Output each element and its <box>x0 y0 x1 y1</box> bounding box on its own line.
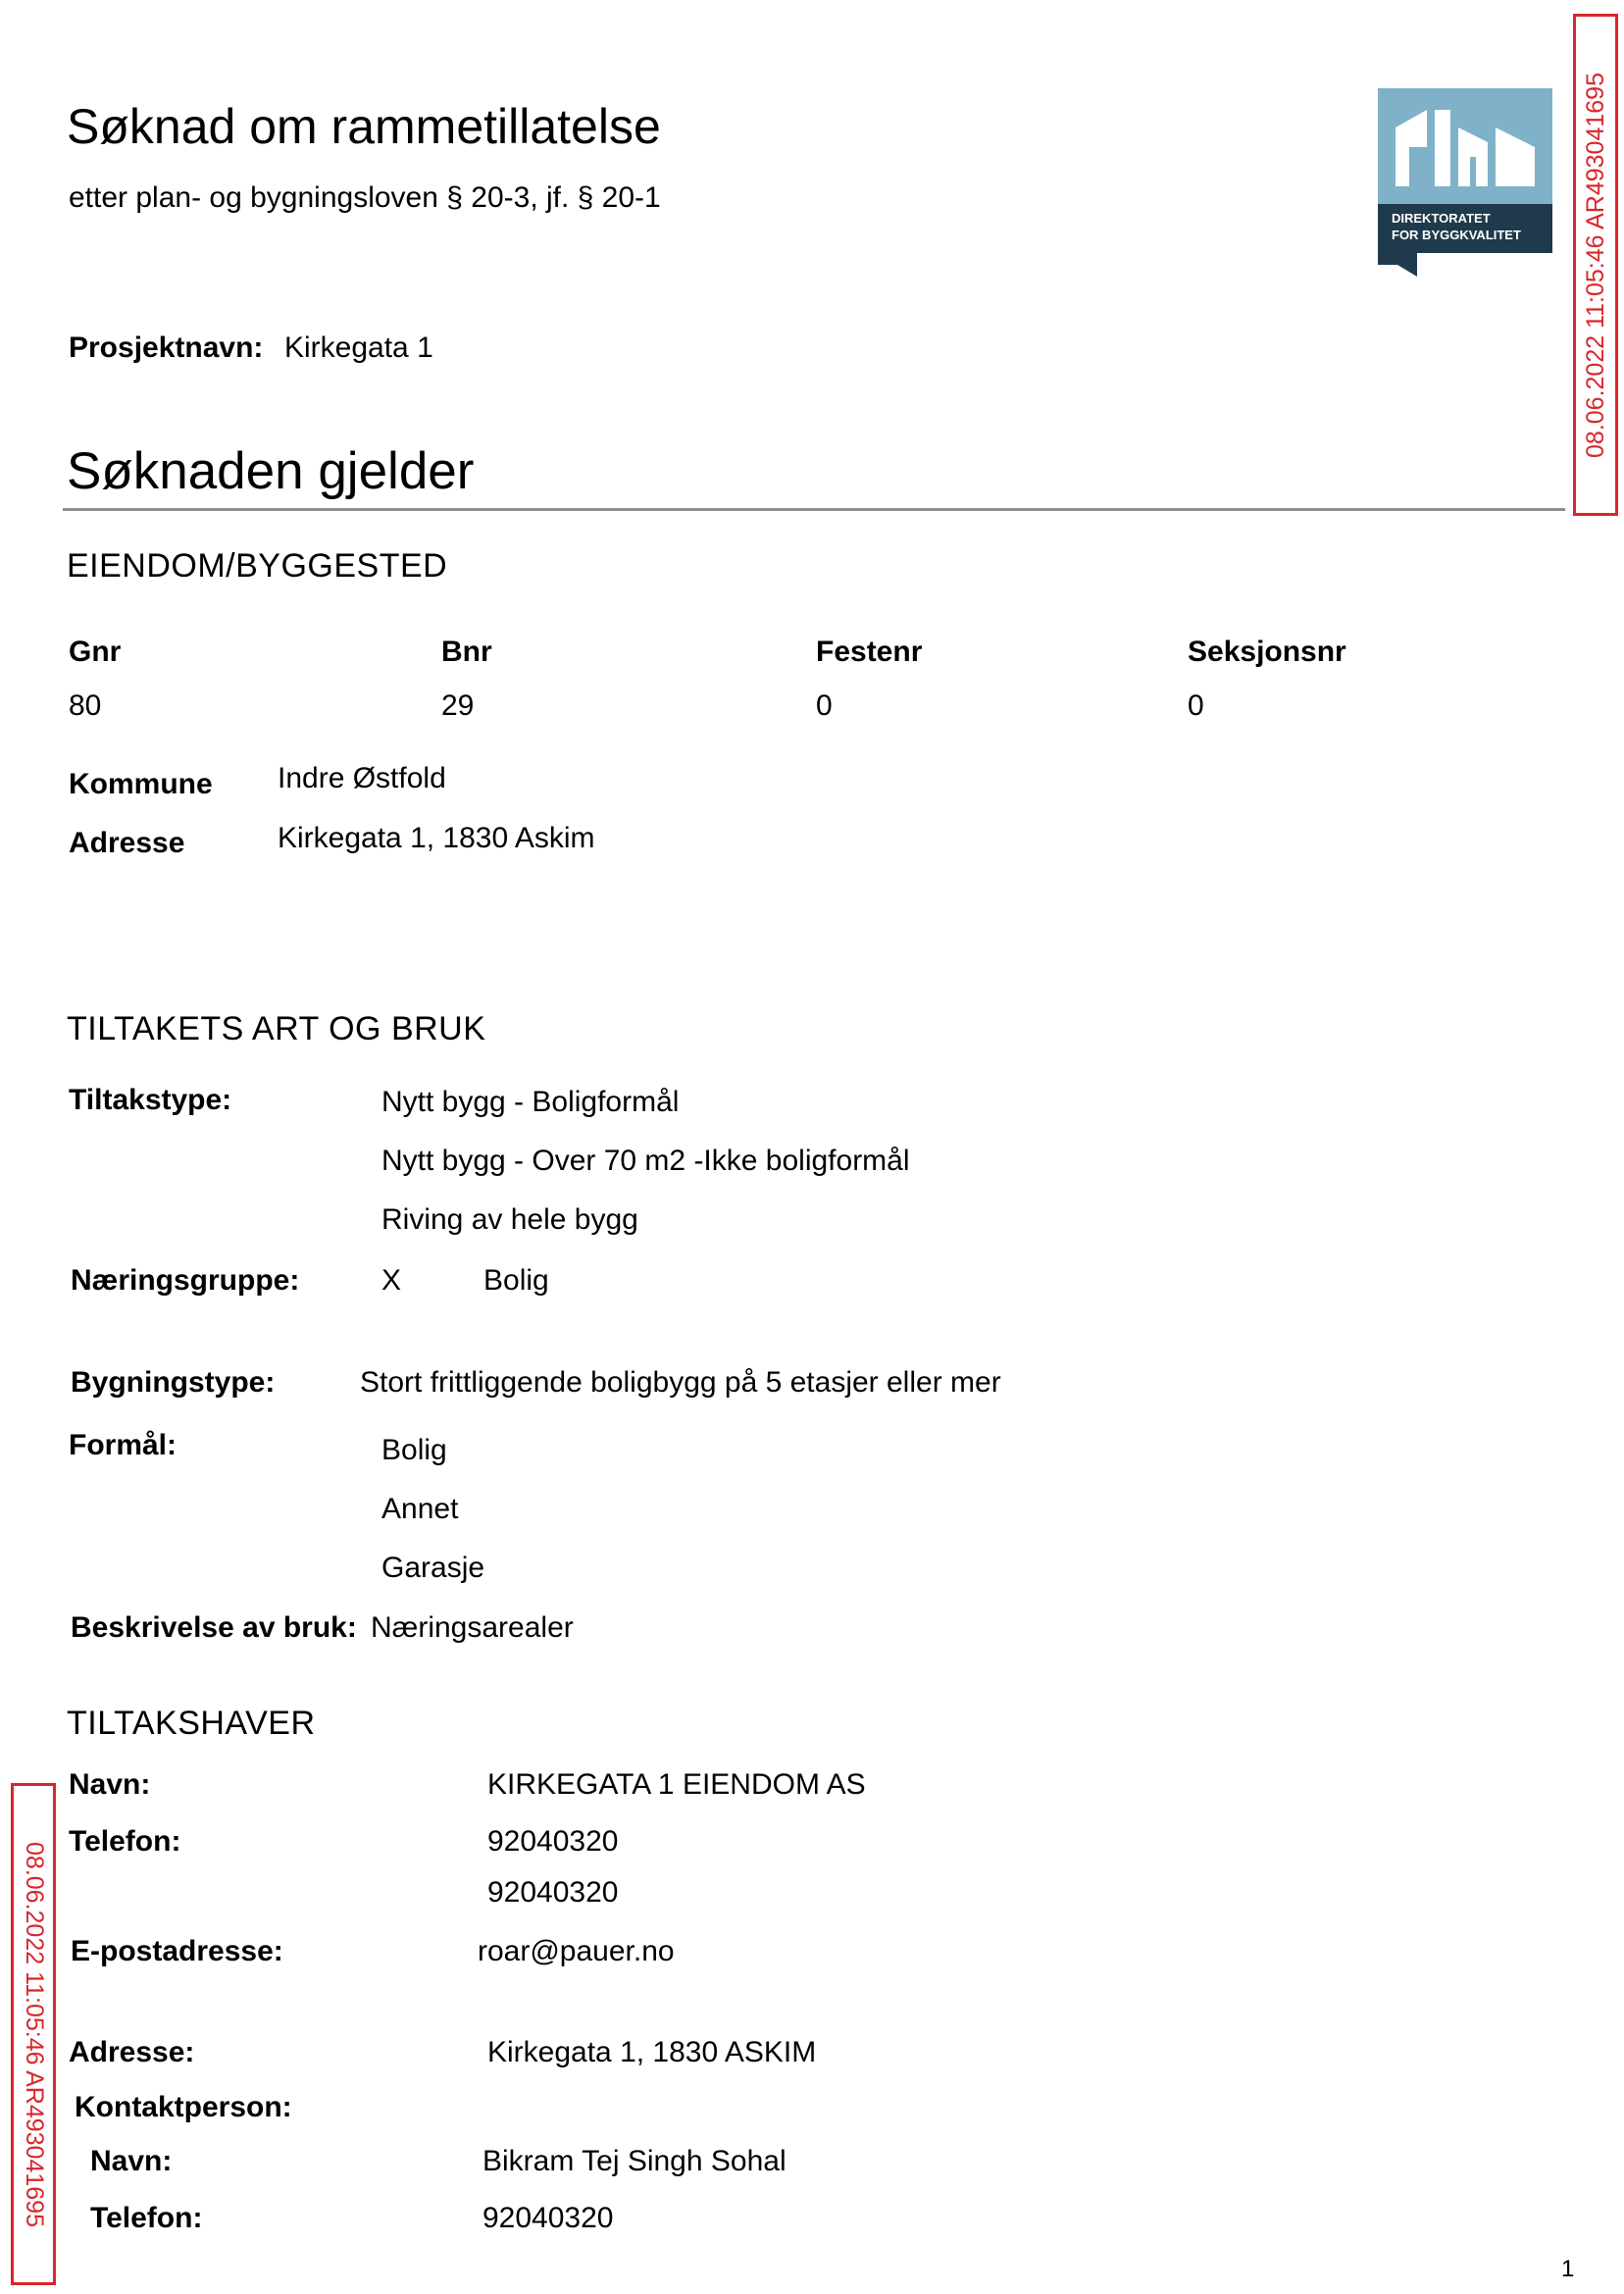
tiltak-heading: TILTAKETS ART OG BRUK <box>67 1010 486 1047</box>
naeringsgruppe-label: Næringsgruppe: <box>71 1264 300 1297</box>
document-title: Søknad om rammetillatelse <box>67 99 661 154</box>
tiltakstype-item: Riving av hele bygg <box>381 1203 638 1236</box>
eiendom-heading: EIENDOM/BYGGESTED <box>67 547 448 585</box>
bygningstype-value: Stort frittliggende boligbygg på 5 etasjer eller mer <box>360 1366 1001 1399</box>
kontaktperson-navn-value: Bikram Tej Singh Sohal <box>482 2145 787 2177</box>
kontaktperson-navn-label: Navn: <box>90 2145 173 2177</box>
seksjonsnr-value: 0 <box>1188 689 1204 722</box>
tiltakshaver-heading: TILTAKSHAVER <box>67 1705 316 1742</box>
tiltakshaver-telefon-label: Telefon: <box>69 1825 181 1858</box>
section-title: Søknaden gjelder <box>67 442 475 500</box>
tiltakshaver-epost-label: E-postadresse: <box>71 1935 283 1967</box>
naeringsgruppe-value: Bolig <box>483 1264 549 1297</box>
beskrivelse-value: Næringsarealer <box>371 1611 574 1644</box>
receipt-stamp-right <box>1573 14 1618 516</box>
logo-line2: FOR BYGGKVALITET <box>1392 228 1521 242</box>
gnr-value: 80 <box>69 689 102 722</box>
beskrivelse-label: Beskrivelse av bruk: <box>71 1611 357 1644</box>
bnr-value: 29 <box>441 689 475 722</box>
kontaktperson-label: Kontaktperson: <box>75 2091 292 2123</box>
project-name-label: Prosjektnavn: <box>69 331 264 364</box>
bnr-label: Bnr <box>441 636 492 668</box>
receipt-stamp-text: 08.06.2022 11:05:46 AR493041695 <box>20 1841 48 2227</box>
seksjonsnr-label: Seksjonsnr <box>1188 636 1346 668</box>
festenr-value: 0 <box>816 689 833 722</box>
project-name-value: Kirkegata 1 <box>284 331 433 364</box>
festenr-label: Festenr <box>816 636 923 668</box>
section-divider <box>63 508 1565 511</box>
tiltakshaver-adresse-value: Kirkegata 1, 1830 ASKIM <box>487 2036 817 2068</box>
tiltakshaver-navn-label: Navn: <box>69 1768 151 1801</box>
tiltakshaver-telefon-value: 92040320 <box>487 1876 619 1909</box>
tiltakshaver-navn-value: KIRKEGATA 1 EIENDOM AS <box>487 1768 866 1801</box>
formal-label: Formål: <box>69 1429 178 1461</box>
page-number: 1 <box>1561 2256 1575 2282</box>
tiltakshaver-telefon-value: 92040320 <box>487 1825 619 1858</box>
tiltakshaver-epost-value: roar@pauer.no <box>478 1935 675 1967</box>
kommune-value: Indre Østfold <box>278 762 446 794</box>
tiltakstype-label: Tiltakstype: <box>69 1084 232 1116</box>
formal-item: Garasje <box>381 1552 485 1584</box>
adresse-label: Adresse <box>69 827 185 859</box>
receipt-stamp-left <box>11 1783 56 2285</box>
kontaktperson-telefon-label: Telefon: <box>90 2202 203 2234</box>
logo-line1: DIREKTORATET <box>1392 211 1491 226</box>
dibk-logo <box>1378 88 1552 277</box>
naeringsgruppe-code: X <box>381 1264 402 1297</box>
adresse-value: Kirkegata 1, 1830 Askim <box>278 822 595 854</box>
tiltakstype-item: Nytt bygg - Boligformål <box>381 1086 680 1118</box>
gnr-label: Gnr <box>69 636 122 668</box>
formal-item: Annet <box>381 1493 459 1525</box>
tiltakshaver-adresse-label: Adresse: <box>69 2036 195 2068</box>
tiltakstype-item: Nytt bygg - Over 70 m2 -Ikke boligformål <box>381 1145 910 1177</box>
bygningstype-label: Bygningstype: <box>71 1366 276 1399</box>
receipt-stamp-text: 08.06.2022 11:05:46 AR493041695 <box>1581 72 1609 458</box>
formal-item: Bolig <box>381 1434 447 1466</box>
kommune-label: Kommune <box>69 768 213 800</box>
kontaktperson-telefon-value: 92040320 <box>482 2202 614 2234</box>
document-subtitle: etter plan- og bygningsloven § 20-3, jf. § 20-1 <box>69 181 661 214</box>
